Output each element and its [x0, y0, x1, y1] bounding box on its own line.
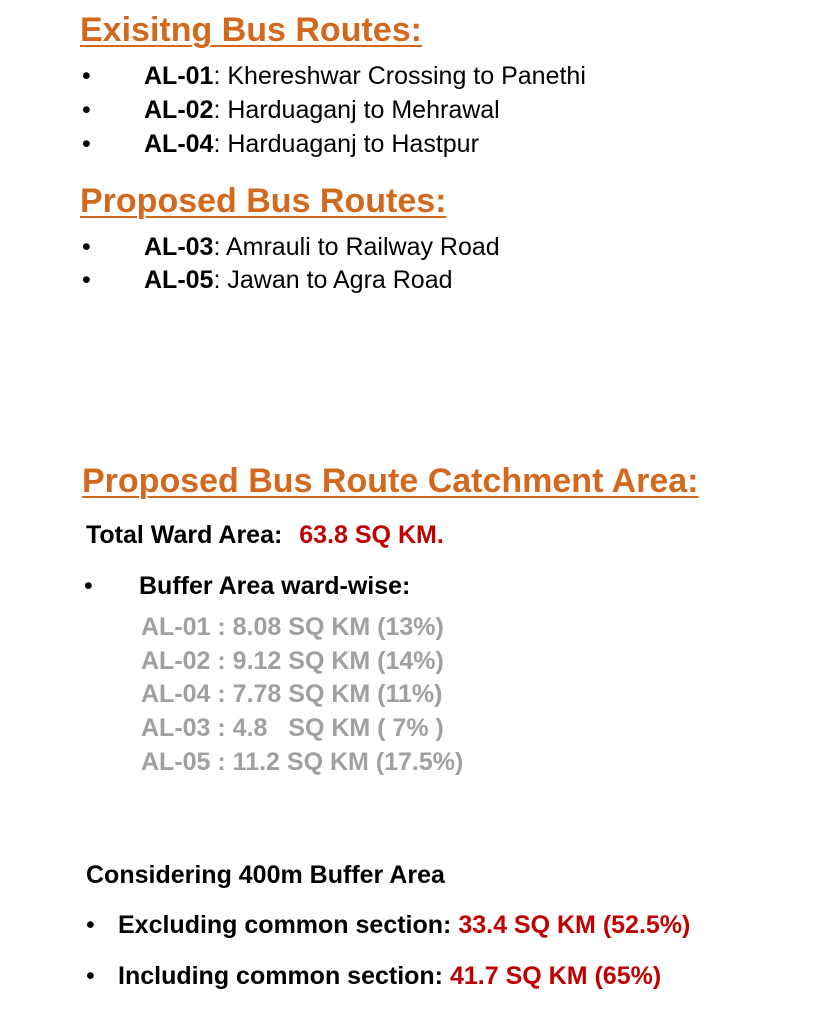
route-code: AL-01: [144, 62, 214, 90]
bullet: •: [82, 62, 91, 90]
route-description: : Jawan to Agra Road: [213, 266, 453, 294]
route-code: AL-05: [144, 266, 214, 294]
route-code: AL-02: [144, 96, 214, 124]
bullet: •: [82, 266, 91, 294]
total-ward-area: [86, 523, 444, 548]
route-description: : Khereshwar Crossing to Panethi: [213, 62, 586, 90]
proposed-routes-heading: Proposed Bus Routes:: [80, 182, 447, 220]
catchment-heading: Proposed Bus Route Catchment Area:: [82, 462, 699, 500]
buffer-area-label: Buffer Area ward-wise:: [139, 572, 411, 600]
bullet: •: [82, 96, 91, 124]
bullet: •: [82, 233, 91, 261]
including-value: 41.7 SQ KM (65%): [449, 962, 662, 990]
buffer-line: AL-04 : 7.78 SQ KM (11%): [141, 680, 443, 708]
bullet: •: [84, 572, 93, 600]
including-label: Including common section:: [118, 962, 444, 990]
buffer-line: AL-05 : 11.2 SQ KM (17.5%): [141, 748, 464, 776]
bullet: •: [86, 962, 95, 990]
route-description: : Amrauli to Railway Road: [213, 233, 500, 261]
route-code: AL-04: [144, 130, 214, 158]
considering-buffer-label: Considering 400m Buffer Area: [86, 861, 445, 889]
total-ward-area-label: Total Ward Area:: [86, 521, 283, 549]
route-code: AL-03: [144, 233, 214, 261]
bullet: •: [82, 130, 91, 158]
excluding-value: 33.4 SQ KM (52.5%): [458, 911, 691, 939]
bullet: •: [86, 911, 95, 939]
buffer-line: AL-01 : 8.08 SQ KM (13%): [141, 613, 444, 641]
buffer-line: AL-02 : 9.12 SQ KM (14%): [141, 647, 444, 675]
total-ward-area-value: 63.8 SQ KM.: [299, 521, 444, 549]
excluding-label: Excluding common section:: [118, 911, 452, 939]
existing-routes-heading: Exisitng Bus Routes:: [80, 11, 422, 49]
route-description: : Harduaganj to Hastpur: [213, 130, 479, 158]
route-description: : Harduaganj to Mehrawal: [213, 96, 500, 124]
buffer-line: AL-03 : 4.8 SQ KM ( 7% ): [141, 714, 444, 742]
